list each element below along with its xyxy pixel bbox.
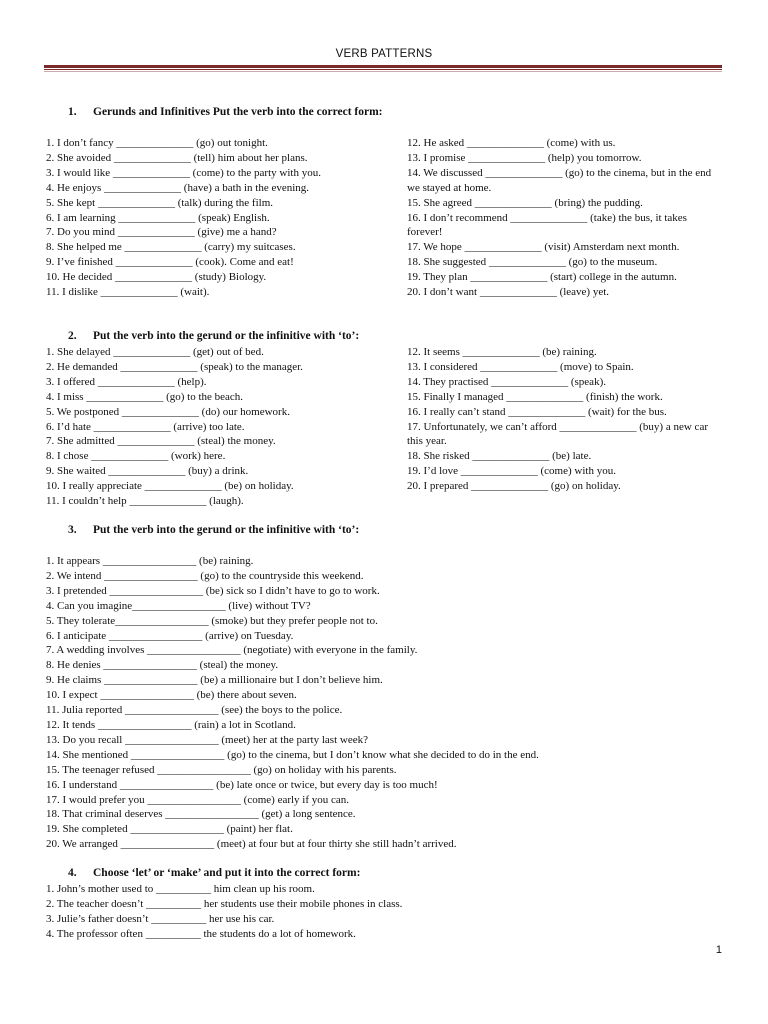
exercise-item: 17. Unfortunately, we can’t afford ______________ (buy) a new car this year. xyxy=(407,420,708,448)
exercise-item: 18. She risked ______________ (be) late. xyxy=(407,450,592,463)
exercise-item: 2. He demanded ______________ (speak) to the manager. xyxy=(46,360,303,373)
header-rule xyxy=(44,65,722,68)
exercise-item: 7. A wedding involves _________________ (negotiate) with everyone in the family. xyxy=(46,644,418,657)
exercise-item: 1. It appears _________________ (be) raining. xyxy=(46,555,254,567)
section-2-right-column xyxy=(407,345,719,494)
exercise-item: 19. She completed _________________ (paint) her flat. xyxy=(46,823,293,836)
page-header-title: VERB PATTERNS xyxy=(335,48,433,60)
section-1-title: Gerunds and Infinitives Put the verb into the correct form: xyxy=(93,106,383,118)
section-3-title: Put the verb into the gerund or the infinitive with ‘to’: xyxy=(93,524,360,536)
exercise-item: 3. I pretended _________________ (be) sick so I didn’t have to go to work. xyxy=(46,584,380,597)
exercise-item: 6. I anticipate _________________ (arrive) on Tuesday. xyxy=(46,629,294,642)
section-1-right-column xyxy=(407,136,719,300)
exercise-item: 9. I’ve finished ______________ (cook). Come and eat! xyxy=(46,256,294,269)
exercise-item: 13. I considered ______________ (move) to Spain. xyxy=(407,360,634,373)
exercise-item: 10. He decided ______________ (study) Biology. xyxy=(46,271,267,284)
exercise-item: 7. Do you mind ______________ (give) me a hand? xyxy=(46,226,277,239)
exercise-item: 9. He claims _________________ (be) a millionaire but I don’t believe him. xyxy=(46,674,383,687)
section-4-heading xyxy=(68,867,360,879)
exercise-item: 8. I chose ______________ (work) here. xyxy=(46,450,226,463)
exercise-item: 13. I promise ______________ (help) you tomorrow. xyxy=(407,151,642,164)
exercise-item: 5. They tolerate_________________ (smoke) but they prefer people not to. xyxy=(46,614,378,627)
exercise-item: 19. They plan ______________ (start) college in the autumn. xyxy=(407,271,677,284)
section-4-list xyxy=(46,882,722,942)
exercise-item: 20. I don’t want ______________ (leave) yet. xyxy=(407,286,610,299)
exercise-item: 10. I really appreciate ______________ (be) on holiday. xyxy=(46,480,294,493)
exercise-item: 4. He enjoys ______________ (have) a bath in the evening. xyxy=(46,181,310,194)
exercise-item: 16. I really can’t stand ______________ (wait) for the bus. xyxy=(407,405,667,418)
exercise-item: 4. I miss ______________ (go) to the beach. xyxy=(46,390,244,403)
exercise-item: 2. The teacher doesn’t __________ her students use their mobile phones in class. xyxy=(46,897,403,910)
page-number: 1 xyxy=(715,944,722,956)
header-rule-thin xyxy=(44,69,722,70)
exercise-item: 19. I’d love ______________ (come) with you. xyxy=(407,465,616,478)
section-3-heading xyxy=(68,524,359,536)
exercise-item: 1. She delayed ______________ (get) out of bed. xyxy=(46,346,264,358)
exercise-item: 16. I understand _________________ (be) late once or twice, but every day is too much! xyxy=(46,778,438,791)
exercise-item: 15. The teenager refused _________________ (go) on holiday with his parents. xyxy=(46,763,397,776)
section-1-left-column xyxy=(46,136,342,300)
exercise-item: 6. I am learning ______________ (speak) English. xyxy=(46,211,270,224)
exercise-item: 2. We intend _________________ (go) to the countryside this weekend. xyxy=(46,569,364,582)
exercise-item: 11. I dislike ______________ (wait). xyxy=(46,286,210,299)
exercise-item: 8. She helped me ______________ (carry) my suitcases. xyxy=(46,241,296,254)
section-2-heading xyxy=(68,330,359,342)
exercise-item: 5. She kept ______________ (talk) during the film. xyxy=(46,196,273,209)
section-2-number: 2. xyxy=(68,330,77,342)
exercise-item: 12. It seems ______________ (be) raining. xyxy=(407,346,597,358)
exercise-item: 14. They practised ______________ (speak). xyxy=(407,375,606,388)
exercise-item: 11. I couldn’t help ______________ (laugh). xyxy=(46,495,244,508)
exercise-item: 20. We arranged _________________ (meet) at four but at four thirty she still hadn’t arrived. xyxy=(46,838,457,851)
section-4-title: Choose ‘let’ or ‘make’ and put it into the correct form: xyxy=(93,867,361,879)
exercise-item: 1. I don’t fancy ______________ (go) out tonight. xyxy=(46,137,268,149)
exercise-item: 10. I expect _________________ (be) there about seven. xyxy=(46,689,297,702)
exercise-item: 15. Finally I managed ______________ (finish) the work. xyxy=(407,390,663,403)
exercise-item: 20. I prepared ______________ (go) on holiday. xyxy=(407,480,621,493)
exercise-item: 4. The professor often __________ the students do a lot of homework. xyxy=(46,927,356,940)
exercise-item: 3. I would like ______________ (come) to the party with you. xyxy=(46,166,321,179)
exercise-item: 12. It tends _________________ (rain) a lot in Scotland. xyxy=(46,718,296,731)
exercise-item: 16. I don’t recommend ______________ (take) the bus, it takes forever! xyxy=(407,211,687,239)
exercise-item: 11. Julia reported _________________ (see) the boys to the police. xyxy=(46,704,343,717)
section-3-number: 3. xyxy=(68,524,77,536)
section-1-heading xyxy=(68,106,383,118)
exercise-item: 8. He denies _________________ (steal) the money. xyxy=(46,659,279,672)
exercise-item: 18. She suggested ______________ (go) to the museum. xyxy=(407,256,658,269)
section-1-number: 1. xyxy=(68,106,77,118)
section-4-number: 4. xyxy=(68,867,77,879)
exercise-item: 4. Can you imagine_________________ (live) without TV? xyxy=(46,599,311,612)
exercise-item: 7. She admitted ______________ (steal) the money. xyxy=(46,435,276,448)
exercise-item: 14. She mentioned _________________ (go) to the cinema, but I don’t know what she decided to do in the end. xyxy=(46,748,539,761)
exercise-item: 15. She agreed ______________ (bring) the pudding. xyxy=(407,196,643,209)
exercise-item: 2. She avoided ______________ (tell) him about her plans. xyxy=(46,151,308,164)
exercise-item: 14. We discussed ______________ (go) to the cinema, but in the end we stayed at home. xyxy=(407,166,712,194)
section-2-left-column xyxy=(46,345,376,509)
section-2-title: Put the verb into the gerund or the infinitive with ‘to’: xyxy=(93,330,360,342)
exercise-item: 9. She waited ______________ (buy) a drink. xyxy=(46,465,249,478)
exercise-item: 1. John’s mother used to __________ him clean up his room. xyxy=(46,883,315,895)
exercise-item: 12. He asked ______________ (come) with us. xyxy=(407,137,616,149)
section-3-list xyxy=(46,554,722,852)
header-rule-shadow xyxy=(44,71,722,72)
exercise-item: 18. That criminal deserves _________________ (get) a long sentence. xyxy=(46,808,356,821)
exercise-item: 3. I offered ______________ (help). xyxy=(46,375,207,388)
exercise-item: 6. I’d hate ______________ (arrive) too late. xyxy=(46,420,245,433)
exercise-item: 17. I would prefer you _________________ (come) early if you can. xyxy=(46,793,350,806)
exercise-item: 3. Julie’s father doesn’t __________ her use his car. xyxy=(46,912,275,925)
exercise-item: 17. We hope ______________ (visit) Amsterdam next month. xyxy=(407,241,680,254)
exercise-item: 5. We postponed ______________ (do) our homework. xyxy=(46,405,290,418)
exercise-item: 13. Do you recall _________________ (meet) her at the party last week? xyxy=(46,733,368,746)
